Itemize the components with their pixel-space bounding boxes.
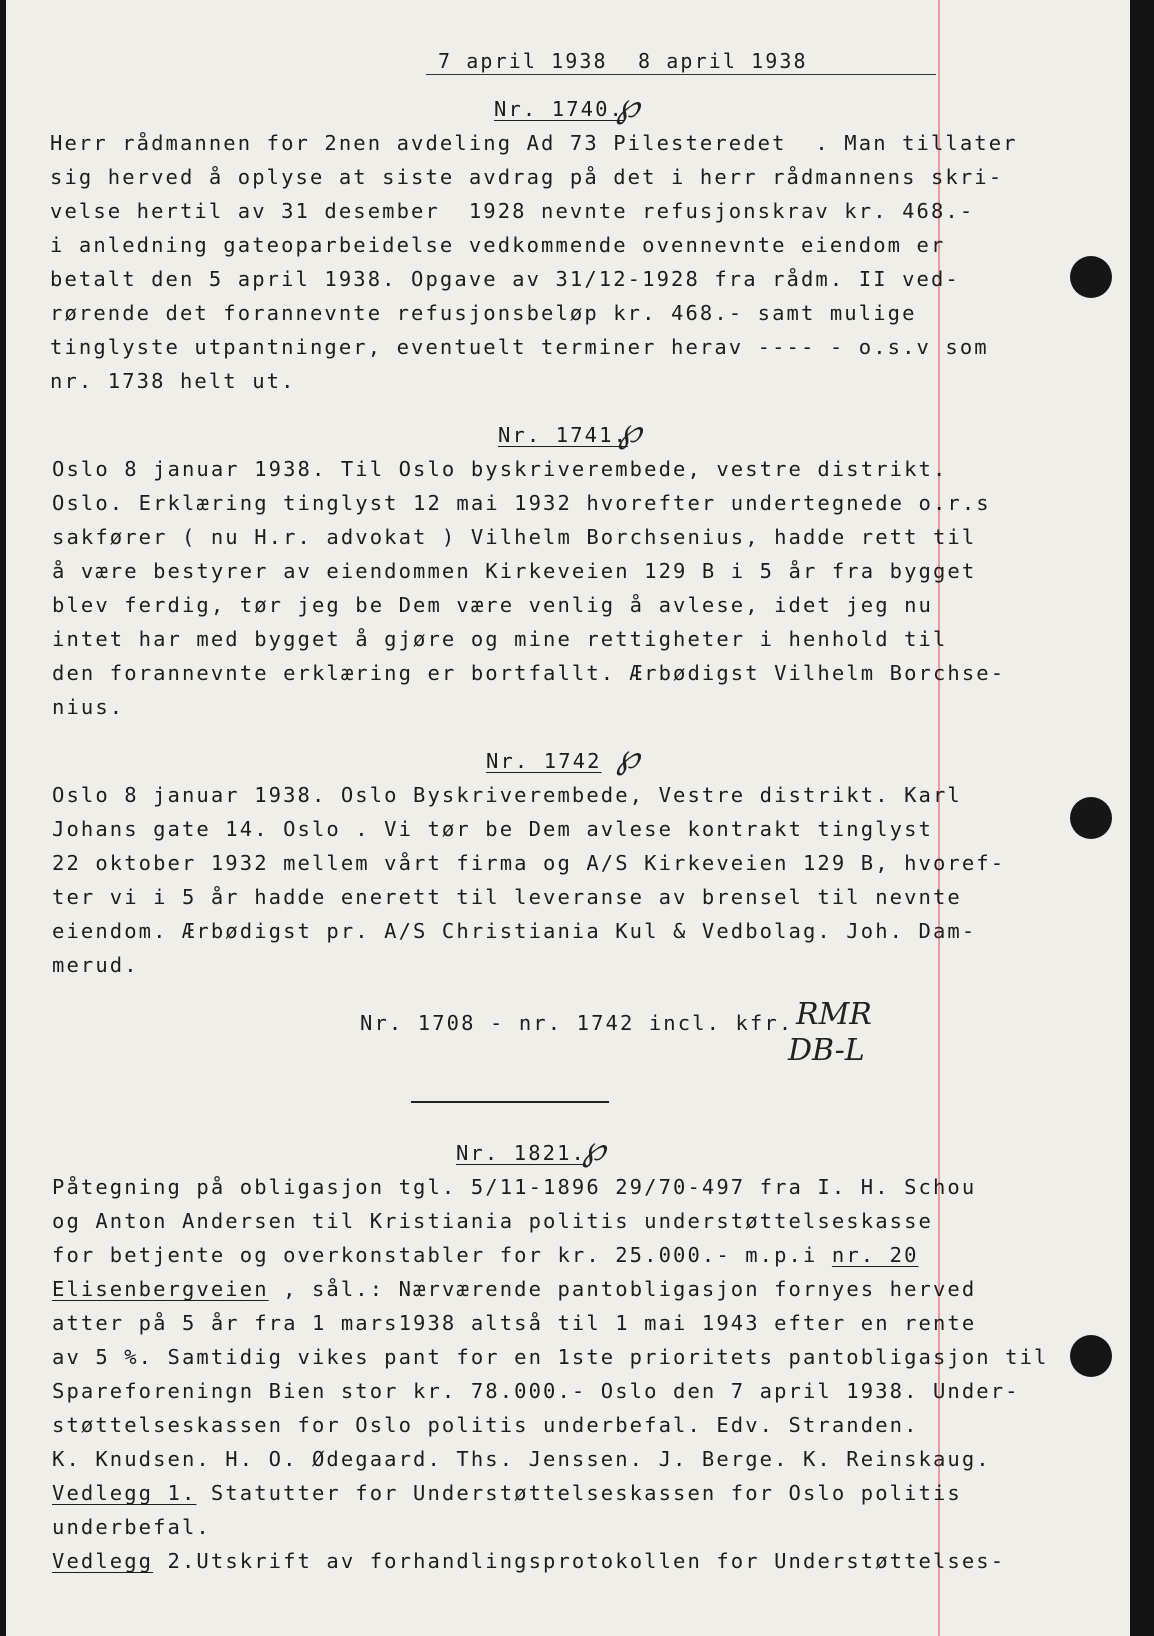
document-page: [6, 0, 1130, 1636]
text-line: velse hertil av 31 desember 1928 nevnte refusjonskrav kr. 468.-: [50, 199, 975, 223]
text-line: intet har med bygget å gjøre og mine rettigheter i henhold til: [52, 627, 948, 651]
text-segment: 2.Utskrift av forhandlingsprotokollen for Understøttelses-: [153, 1549, 1006, 1573]
section-divider: [411, 1101, 609, 1103]
text-line: og Anton Andersen til Kristiania politis understøttelseskasse: [52, 1209, 933, 1233]
text-line: tinglyste utpantninger, eventuelt terminer herav ---- - o.s.v som: [50, 335, 989, 359]
text-line: atter på 5 år fra 1 mars1938 altså til 1 mai 1943 efter en rente: [52, 1311, 977, 1335]
entry-number: Nr. 1821.: [456, 1141, 586, 1165]
text-segment: Statutter for Understøttelseskassen for Oslo politis: [196, 1481, 962, 1505]
underlined-reference: nr. 20: [831, 1243, 919, 1267]
initials-mark: ℘: [616, 737, 640, 777]
text-line: Herr rådmannen for 2nen avdeling Ad 73 Pilesteredet . Man tillater: [50, 131, 1018, 155]
text-line: 22 oktober 1932 mellem vårt firma og A/S Kirkeveien 129 B, hvoref-: [52, 851, 1006, 875]
text-line: Oslo 8 januar 1938. Til Oslo byskriverembede, vestre distrikt.: [52, 457, 948, 481]
initials-mark: ℘: [618, 411, 642, 451]
signature-2: DB-L: [788, 1033, 865, 1068]
text-line: nius.: [52, 695, 125, 719]
text-line: av 5 %. Samtidig vikes pant for en 1ste prioritets pantobligasjon til: [52, 1345, 1049, 1369]
text-line: eiendom. Ærbødigst pr. A/S Christiania Kul & Vedbolag. Joh. Dam-: [52, 919, 977, 943]
text-line: Johans gate 14. Oslo . Vi tør be Dem avlese kontrakt tinglyst: [52, 817, 933, 841]
binder-hole: [1070, 1335, 1112, 1377]
text-line: [52, 1544, 1005, 1578]
text-line: [52, 1238, 919, 1272]
entry-number: Nr. 1740.: [494, 97, 624, 121]
text-line: Spareforeningn Bien stor kr. 78.000.- Oslo den 7 april 1938. Under-: [52, 1379, 1020, 1403]
text-line: rørende det forannevnte refusjonsbeløp kr. 468.- samt mulige: [50, 301, 917, 325]
underlined-reference: Elisenbergveien: [52, 1277, 269, 1301]
header-rule: [426, 74, 936, 75]
initials-mark: ℘: [582, 1129, 606, 1169]
text-line: den forannevnte erklæring er bortfallt. Ærbødigst Vilhelm Borchse-: [52, 661, 1006, 685]
text-line: ter vi i 5 år hadde enerett til leveranse av brensel til nevnte: [52, 885, 962, 909]
signature-1: RMR: [796, 997, 872, 1032]
entry-number: Nr. 1741.: [498, 423, 628, 447]
text-line: betalt den 5 april 1938. Opgave av 31/12-1928 fra rådm. II ved-: [50, 267, 960, 291]
text-line: støttelseskassen for Oslo politis underbefal. Edv. Stranden.: [52, 1413, 919, 1437]
header-date-1: 7 april 1938: [438, 49, 608, 73]
text-line: [52, 1476, 962, 1510]
text-segment: , sål.: Nærværende pantobligasjon fornyes herved: [268, 1277, 977, 1301]
attachment-label: Vedlegg 1.: [52, 1481, 197, 1505]
text-line: K. Knudsen. H. O. Ødegaard. Ths. Jenssen. J. Berge. K. Reinskaug.: [52, 1447, 991, 1471]
text-line: Oslo. Erklæring tinglyst 12 mai 1932 hvorefter undertegnede o.r.s: [52, 491, 991, 515]
binder-hole: [1070, 256, 1112, 298]
header-date-2: 8 april 1938: [638, 49, 808, 73]
binder-hole: [1070, 797, 1112, 839]
summary-line: Nr. 1708 - nr. 1742 incl. kfr.: [360, 1011, 794, 1035]
text-line: sakfører ( nu H.r. advokat ) Vilhelm Borchsenius, hadde rett til: [52, 525, 977, 549]
text-line: i anledning gateoparbeidelse vedkommende ovennevnte eiendom er: [50, 233, 946, 257]
text-line: å være bestyrer av eiendommen Kirkeveien 129 B i 5 år fra bygget: [52, 559, 977, 583]
text-line: blev ferdig, tør jeg be Dem være venlig å avlese, idet jeg nu: [52, 593, 933, 617]
text-line: Oslo 8 januar 1938. Oslo Byskriverembede, Vestre distrikt. Karl: [52, 783, 962, 807]
text-line: nr. 1738 helt ut.: [50, 369, 296, 393]
text-line: sig herved å oplyse at siste avdrag på det i herr rådmannens skri-: [50, 165, 1004, 189]
text-line: Påtegning på obligasjon tgl. 5/11-1896 29/70-497 fra I. H. Schou: [52, 1175, 977, 1199]
text-line: [52, 1272, 976, 1306]
initials-mark: ℘: [616, 86, 640, 126]
attachment-label: Vedlegg: [52, 1549, 154, 1573]
text-segment: for betjente og overkonstabler for kr. 25.000.- m.p.i: [52, 1243, 832, 1267]
text-line: underbefal.: [52, 1515, 211, 1539]
text-line: merud.: [52, 953, 139, 977]
entry-number: Nr. 1742: [486, 749, 602, 773]
